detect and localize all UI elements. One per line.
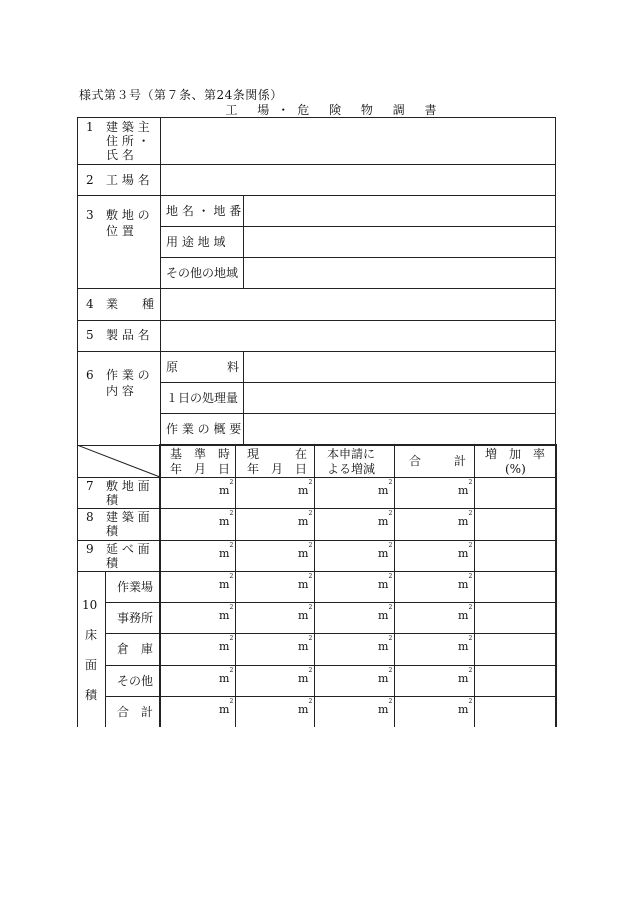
unit-square-meter: $m^2$ [219, 573, 234, 591]
col-header-current: 年 月 日 [247, 462, 308, 476]
col-header-application: よる増減 [327, 462, 376, 476]
unit-square-meter: $m^2$ [458, 479, 473, 497]
row5-number: 5 [86, 328, 94, 342]
row1-label: 氏 名 [106, 148, 134, 162]
rule [77, 117, 556, 118]
rule [105, 696, 556, 697]
row7-label: 敷 地 面 [106, 479, 150, 493]
col-header-current: 現 [247, 447, 260, 461]
row6-sub-label: 作 業 の 概 要 [166, 422, 242, 436]
rule [77, 320, 556, 321]
rule [77, 195, 556, 196]
row6-label: 内 容 [106, 384, 134, 398]
row6-label: 作 業 の [106, 368, 150, 382]
unit-square-meter: $m^2$ [378, 698, 393, 716]
row3-number: 3 [86, 208, 94, 222]
col-divider [394, 446, 395, 727]
unit-square-meter: $m^2$ [458, 573, 473, 591]
row4-number: 4 [86, 297, 94, 311]
unit-square-meter: $m^2$ [458, 667, 473, 685]
area-table-left [159, 444, 161, 727]
form-number: 様式第３号（第７条、第24条関係） [79, 88, 283, 102]
border-right-upper [555, 117, 556, 445]
col-header-total: 合 [409, 454, 422, 468]
col-divider [235, 446, 236, 727]
unit-square-meter: $m^2$ [458, 635, 473, 653]
unit-square-meter: $m^2$ [378, 635, 393, 653]
col-header-base: 年 月 日 [170, 462, 231, 476]
unit-square-meter: $m^2$ [219, 510, 234, 528]
unit-square-meter: $m^2$ [219, 542, 234, 560]
divider-sub6 [243, 351, 244, 445]
form-title: 工 場・危 険 物 調 書 [225, 103, 445, 117]
unit-square-meter: $m^2$ [219, 604, 234, 622]
rule [77, 571, 556, 572]
row3-label: 位 置 [106, 224, 134, 238]
row7-label: 積 [106, 493, 119, 507]
row5-label: 製 品 名 [106, 328, 150, 342]
unit-square-meter: $m^2$ [298, 542, 313, 560]
unit-square-meter: $m^2$ [298, 573, 313, 591]
row1-label: 住 所 ・ [106, 134, 150, 148]
row6-sub-label: 料 [227, 360, 240, 374]
row3-sub-label: その他の地域 [166, 266, 239, 280]
row3-label: 敷 地 の [106, 208, 150, 222]
rule [105, 665, 556, 666]
unit-square-meter: $m^2$ [378, 479, 393, 497]
rule [105, 633, 556, 634]
col-header-rate: (%) [505, 462, 526, 476]
floor-sub-label: 倉 庫 [117, 642, 154, 656]
row10-number: 10 [82, 598, 98, 612]
col-header-current: 在 [295, 447, 308, 461]
unit-square-meter: $m^2$ [298, 698, 313, 716]
row6-sub-label: １日の処理量 [166, 391, 239, 405]
row6-number: 6 [86, 368, 94, 382]
unit-square-meter: $m^2$ [378, 667, 393, 685]
unit-square-meter: $m^2$ [458, 510, 473, 528]
unit-square-meter: $m^2$ [298, 604, 313, 622]
row8-label: 建 築 面 [106, 510, 150, 524]
col-divider [314, 446, 315, 727]
row9-number: 9 [86, 542, 94, 556]
unit-square-meter: $m^2$ [219, 698, 234, 716]
row7-number: 7 [86, 479, 94, 493]
floor-sub-label: 合 計 [117, 705, 154, 719]
row10-label-char: 面 [85, 658, 98, 672]
col-header-total: 計 [454, 454, 467, 468]
divider-label [160, 117, 161, 445]
unit-square-meter: $m^2$ [378, 510, 393, 528]
row4-label: 種 [142, 297, 155, 311]
col-header-rate: 増 加 率 [485, 447, 546, 461]
area-table-right [555, 444, 557, 727]
header-diagonal [77, 445, 161, 478]
row4-label: 業 [106, 297, 119, 311]
unit-square-meter: $m^2$ [458, 542, 473, 560]
rule [160, 382, 556, 383]
rule [77, 351, 556, 352]
floor-sub-label: 作業場 [117, 580, 154, 594]
row10-label-char: 床 [85, 628, 98, 642]
rule [160, 413, 556, 414]
rule [77, 164, 556, 165]
col-divider [474, 446, 475, 727]
unit-square-meter: $m^2$ [458, 698, 473, 716]
floor-sub-label: その他 [117, 674, 154, 688]
unit-square-meter: $m^2$ [298, 479, 313, 497]
row3-sub-label: 用 途 地 域 [166, 235, 226, 249]
floor-sub-divider [105, 571, 106, 727]
row8-label: 積 [106, 524, 119, 538]
unit-square-meter: $m^2$ [458, 604, 473, 622]
rule [77, 288, 556, 289]
unit-square-meter: $m^2$ [219, 635, 234, 653]
row1-label: 建 築 主 [106, 120, 150, 134]
row6-sub-label: 原 [166, 360, 179, 374]
unit-square-meter: $m^2$ [298, 510, 313, 528]
unit-square-meter: $m^2$ [219, 479, 234, 497]
rule [105, 602, 556, 603]
unit-square-meter: $m^2$ [219, 667, 234, 685]
border-left [77, 117, 78, 727]
rule [160, 257, 556, 258]
unit-square-meter: $m^2$ [378, 604, 393, 622]
row1-number: 1 [86, 120, 94, 134]
row2-label: 工 場 名 [106, 173, 150, 187]
unit-square-meter: $m^2$ [378, 573, 393, 591]
floor-sub-label: 事務所 [117, 611, 154, 625]
row8-number: 8 [86, 510, 94, 524]
row3-sub-label: 地 名 ・ 地 番 [166, 204, 242, 218]
row10-label-char: 積 [85, 688, 98, 702]
unit-square-meter: $m^2$ [298, 635, 313, 653]
col-header-application: 本申請に [327, 447, 376, 461]
unit-square-meter: $m^2$ [378, 542, 393, 560]
col-header-base: 基 準 時 [170, 447, 231, 461]
divider-sub3 [243, 195, 244, 288]
rule [160, 226, 556, 227]
unit-square-meter: $m^2$ [298, 667, 313, 685]
row9-label: 延 べ 面 [106, 542, 150, 556]
row9-label: 積 [106, 556, 119, 570]
row2-number: 2 [86, 173, 94, 187]
